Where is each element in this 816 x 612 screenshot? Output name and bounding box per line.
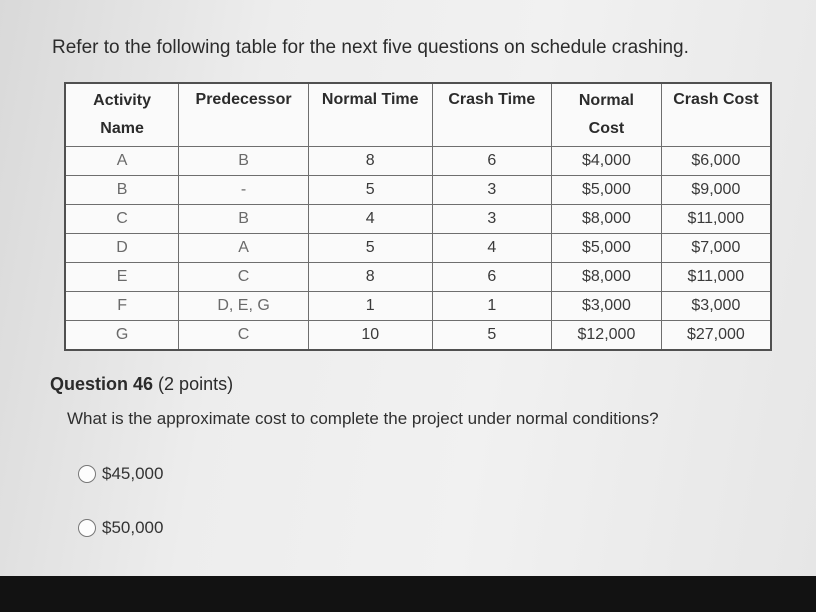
option-label: $45,000 — [102, 464, 164, 483]
cell-activity: E — [65, 263, 179, 292]
option-label: $50,000 — [102, 518, 164, 537]
cell-normal-time: 4 — [308, 205, 432, 234]
header-normal-time: Normal Time — [308, 83, 432, 147]
cell-crash-time: 5 — [432, 321, 552, 351]
radio-button[interactable] — [78, 465, 96, 483]
table-row — [65, 176, 771, 205]
header-crash-time: Crash Time — [432, 83, 552, 147]
intro-text: Refer to the following table for the next five questions on schedule crashing. — [52, 37, 689, 58]
cell-activity: G — [65, 321, 179, 351]
cell-crash-cost: $7,000 — [661, 234, 771, 263]
table-row — [65, 234, 771, 263]
cell-crash-time: 3 — [432, 176, 552, 205]
header-predecessor: Predecessor — [179, 83, 309, 147]
cell-normal-cost: $4,000 — [552, 147, 662, 176]
table-row — [65, 147, 771, 176]
cell-normal-time: 8 — [308, 147, 432, 176]
answer-option-2[interactable] — [78, 518, 163, 538]
cell-normal-time: 5 — [308, 176, 432, 205]
question-heading — [50, 374, 233, 395]
cell-predecessor: C — [179, 321, 309, 351]
radio-button[interactable] — [78, 519, 96, 537]
cell-crash-cost: $27,000 — [661, 321, 771, 351]
cell-normal-cost: $8,000 — [552, 205, 662, 234]
cell-normal-cost: $5,000 — [552, 176, 662, 205]
cell-predecessor: D, E, G — [179, 292, 309, 321]
cell-crash-time: 3 — [432, 205, 552, 234]
cell-normal-time: 8 — [308, 263, 432, 292]
cell-predecessor: C — [179, 263, 309, 292]
cell-crash-time: 1 — [432, 292, 552, 321]
screen-bezel — [0, 576, 816, 612]
cell-activity: F — [65, 292, 179, 321]
cell-crash-time: 6 — [432, 263, 552, 292]
cell-crash-cost: $3,000 — [661, 292, 771, 321]
cell-normal-time: 5 — [308, 234, 432, 263]
cell-crash-cost: $11,000 — [661, 205, 771, 234]
cell-predecessor: - — [179, 176, 309, 205]
cell-normal-time: 10 — [308, 321, 432, 351]
header-activity: Activity Name — [65, 83, 179, 147]
header-crash-cost: Crash Cost — [661, 83, 771, 147]
schedule-table — [64, 82, 772, 351]
cell-activity: B — [65, 176, 179, 205]
cell-crash-cost: $6,000 — [661, 147, 771, 176]
cell-activity: A — [65, 147, 179, 176]
cell-crash-cost: $9,000 — [661, 176, 771, 205]
cell-activity: C — [65, 205, 179, 234]
cell-normal-cost: $3,000 — [552, 292, 662, 321]
cell-normal-time: 1 — [308, 292, 432, 321]
question-text: What is the approximate cost to complete the project under normal conditions? — [67, 409, 659, 428]
table-row — [65, 321, 771, 351]
question-number: Question 46 — [50, 374, 154, 394]
cell-activity: D — [65, 234, 179, 263]
cell-predecessor: B — [179, 205, 309, 234]
cell-normal-cost: $12,000 — [552, 321, 662, 351]
cell-crash-time: 6 — [432, 147, 552, 176]
cell-normal-cost: $5,000 — [552, 234, 662, 263]
cell-crash-cost: $11,000 — [661, 263, 771, 292]
table-row — [65, 263, 771, 292]
cell-normal-cost: $8,000 — [552, 263, 662, 292]
table-row — [65, 292, 771, 321]
answer-option-1[interactable] — [78, 464, 163, 484]
header-normal-cost: Normal Cost — [552, 83, 662, 147]
cell-predecessor: B — [179, 147, 309, 176]
question-points: (2 points) — [158, 374, 234, 394]
cell-predecessor: A — [179, 234, 309, 263]
table-header-row — [65, 83, 771, 147]
cell-crash-time: 4 — [432, 234, 552, 263]
table-row — [65, 205, 771, 234]
